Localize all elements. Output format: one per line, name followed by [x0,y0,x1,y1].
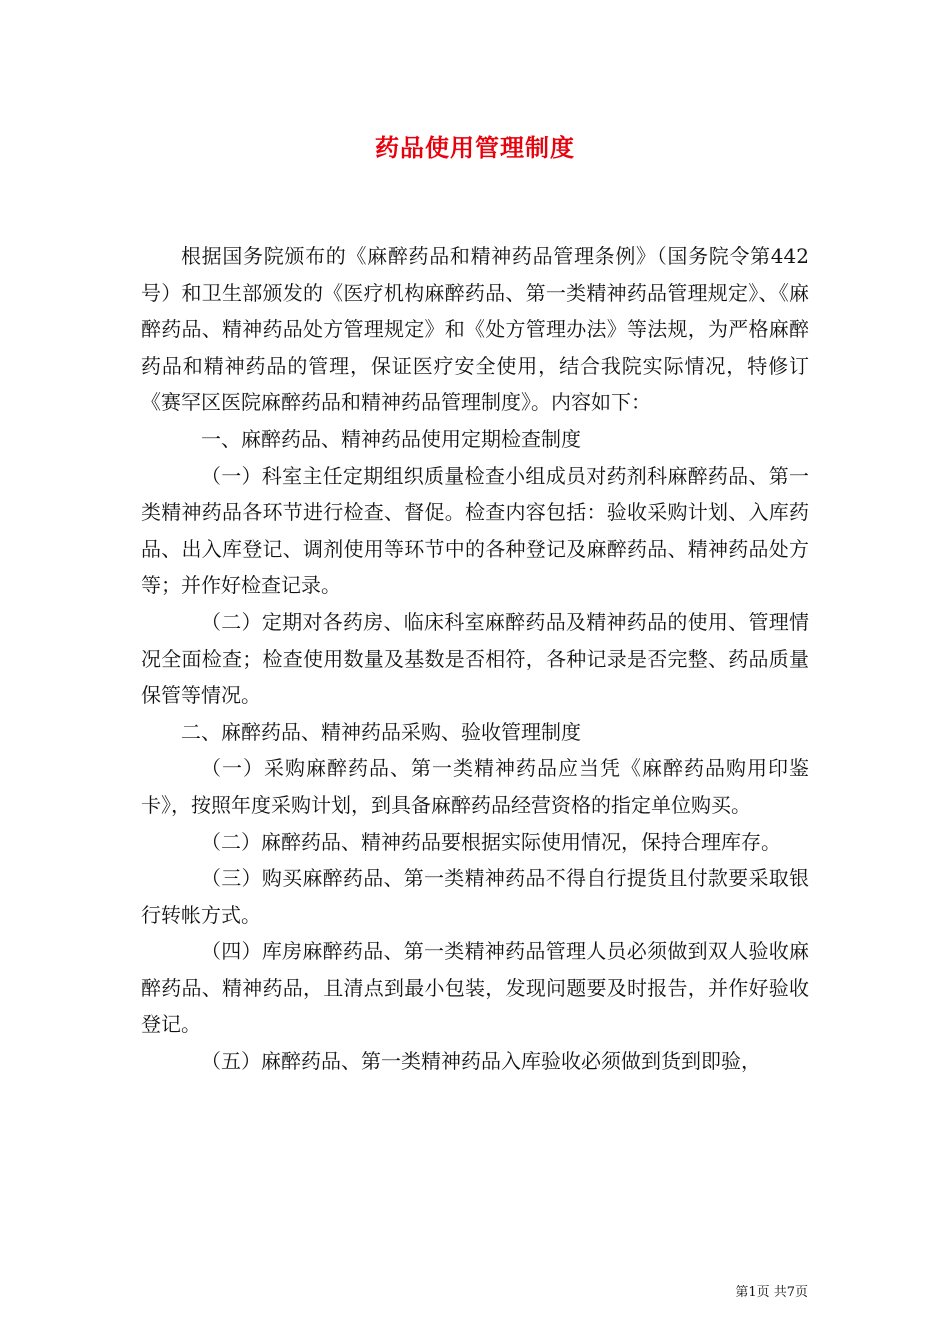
document-title: 药品使用管理制度 [375,134,575,162]
document-body [141,238,809,1080]
paragraph-intro: 根据国务院颁布的《麻醉药品和精神药品管理条例》（国务院令第442号）和卫生部颁发的《医疗机构麻醉药品、第一类精神药品管理规定》、《麻醉药品、精神药品处方管理规定》和《处方管理办法》等法规，为严格麻醉药品和精神药品的管理，保证医疗安全使用，结合我院实际情况，特修订《赛罕区医院麻醉药品和精神药品管理制度》。内容如下： [141,244,809,415]
paragraph-1-1: （一）科室主任定期组织质量检查小组成员对药剂科麻醉药品、第一类精神药品各环节进行检查、督促。检查内容包括：验收采购计划、入库药品、出入库登记、调剂使用等环节中的各种登记及麻醉药品、精神药品处方等；并作好检查记录。 [141,463,809,598]
paragraph-2-3: （三）购买麻醉药品、第一类精神药品不得自行提货且付款要采取银行转帐方式。 [141,866,809,927]
section-heading-1: 一、麻醉药品、精神药品使用定期检查制度 [201,426,581,451]
paragraph-2-5: （五）麻醉药品、第一类精神药品入库验收必须做到货到即验， [201,1049,761,1074]
paragraph-2-4: （四）库房麻醉药品、第一类精神药品管理人员必须做到双人验收麻醉药品、精神药品，且清点到最小包装，发现问题要及时报告，并作好验收登记。 [141,939,809,1037]
paragraph-2-2: （二）麻醉药品、精神药品要根据实际使用情况，保持合理库存。 [201,829,781,854]
section-heading-2: 二、麻醉药品、精神药品采购、验收管理制度 [181,719,581,744]
paragraph-2-1: （一）采购麻醉药品、第一类精神药品应当凭《麻醉药品购用印鉴卡》，按照年度采购计划，到具备麻醉药品经营资格的指定单位购买。 [141,756,809,817]
page-number: 第1页 共7页 [735,1285,808,1300]
paragraph-1-2: （二）定期对各药房、临床科室麻醉药品及精神药品的使用、管理情况全面检查；检查使用数量及基数是否相符，各种记录是否完整、药品质量保管等情况。 [141,609,809,708]
